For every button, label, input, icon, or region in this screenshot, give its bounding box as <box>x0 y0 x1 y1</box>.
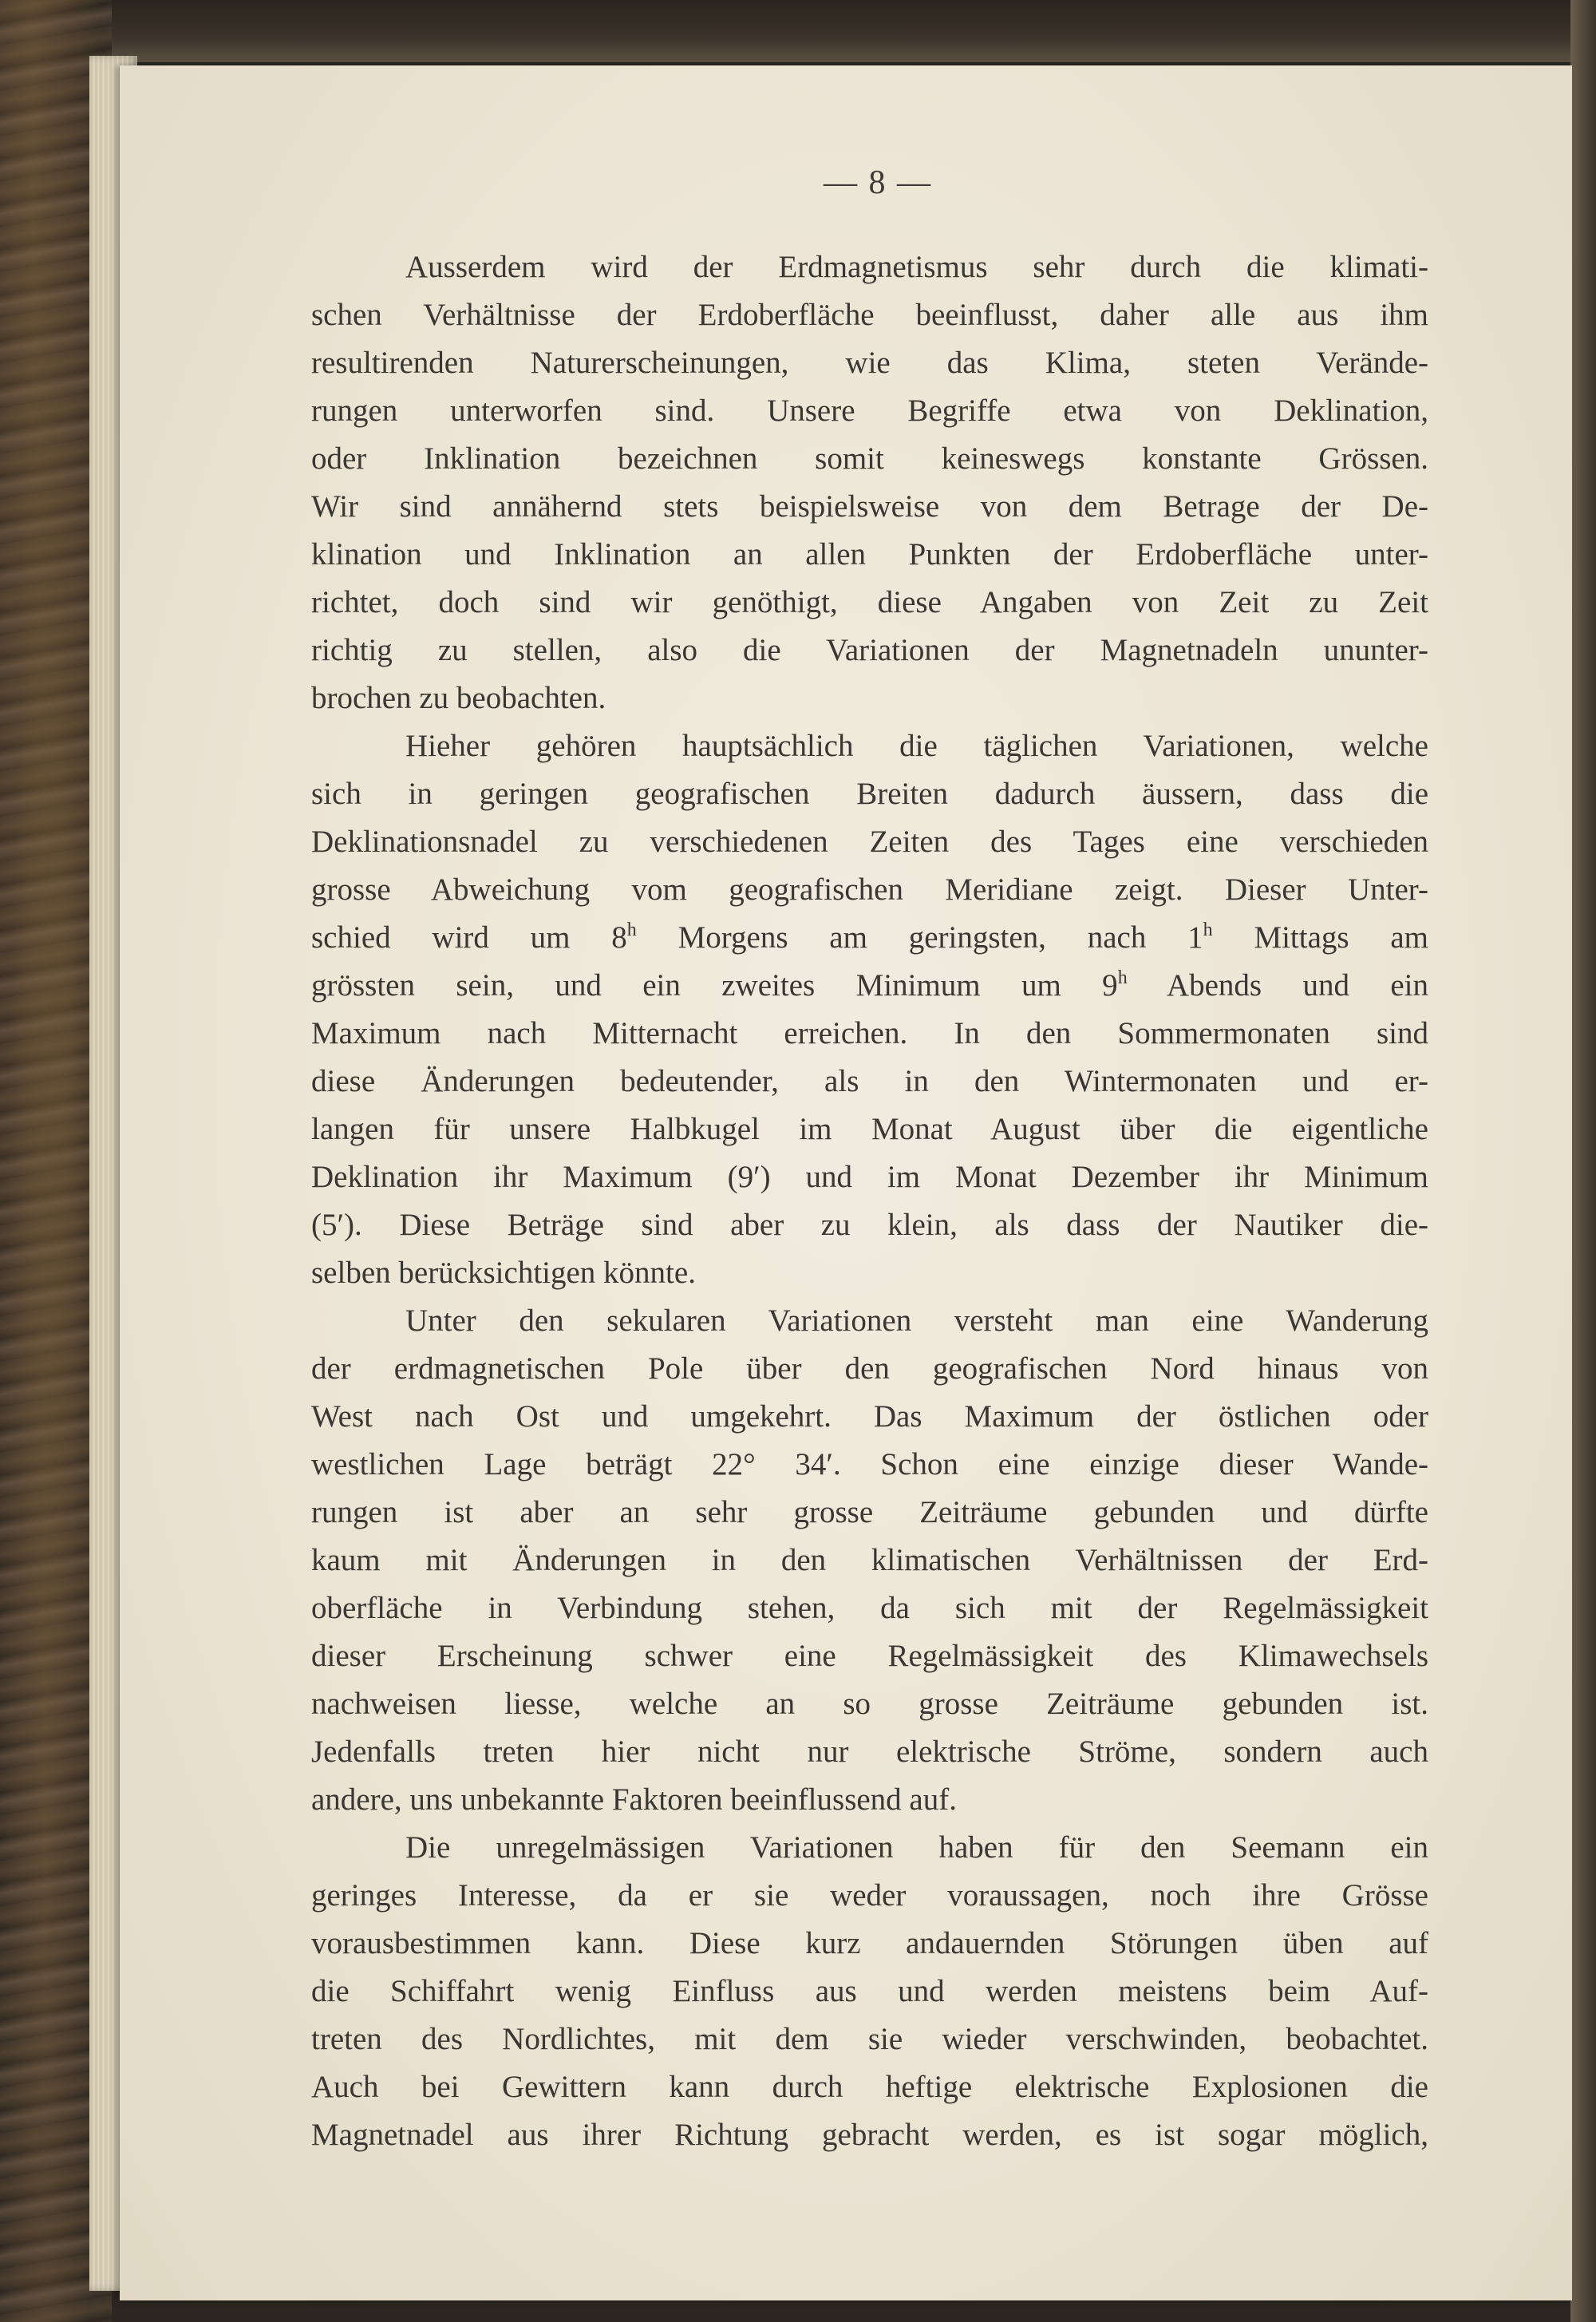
text-line: Hieher gehören hauptsächlich die täglichen Variationen, welche <box>405 729 1428 763</box>
page-number: — 8 — <box>824 164 932 201</box>
text-fragment: grössten sein, und ein zweites Minimum um 9 <box>311 968 1118 1003</box>
cover-right-edge <box>1570 0 1596 2322</box>
hour-superscript: h <box>626 920 637 940</box>
text-fragment: schied wird um 8 <box>311 920 627 955</box>
text-line: (5′). Diese Beträge sind aber zu klein, als dass der Nautiker die- <box>311 1208 1428 1242</box>
text-line: der erdmagnetischen Pole über den geografischen Nord hinaus von <box>311 1351 1428 1386</box>
text-line: oberfläche in Verbindung stehen, da sich mit der Regelmässigkeit <box>311 1591 1428 1625</box>
text-line: Magnetnadel aus ihrer Richtung gebracht werden, es ist sogar möglich, <box>311 2118 1428 2152</box>
text-line: Unter den sekularen Variationen versteht man eine Wanderung <box>405 1303 1428 1338</box>
text-line: treten des Nordlichtes, mit dem sie wieder verschwinden, beobachtet. <box>311 2022 1428 2056</box>
text-line: oder Inklination bezeichnen somit keineswegs konstante Grössen. <box>311 441 1428 476</box>
text-line: langen für unsere Halbkugel im Monat August über die eigentliche <box>311 1112 1428 1146</box>
text-line: nachweisen liesse, welche an so grosse Zeiträume gebunden ist. <box>311 1687 1428 1721</box>
text-line: klination und Inklination an allen Punkten der Erdoberfläche unter- <box>311 537 1428 572</box>
text-line <box>311 962 1428 1010</box>
text-line: Auch bei Gewittern kann durch heftige elektrische Explosionen die <box>311 2070 1428 2104</box>
text-line: dieser Erscheinung schwer eine Regelmässigkeit des Klimawechsels <box>311 1639 1428 1673</box>
text-line: West nach Ost und umgekehrt. Das Maximum der östlichen oder <box>311 1399 1428 1434</box>
text-line: richtet, doch sind wir genöthigt, diese Angaben von Zeit zu Zeit <box>311 585 1428 619</box>
text-line: resultirenden Naturerscheinungen, wie das Klima, steten Verände- <box>311 346 1428 380</box>
hour-superscript: h <box>1117 967 1128 988</box>
text-line: Deklination ihr Maximum (9′) und im Monat Dezember ihr Minimum <box>311 1160 1428 1194</box>
text-line: diese Änderungen bedeutender, als in den Wintermonaten und er- <box>311 1064 1428 1098</box>
text-line: schen Verhältnisse der Erdoberfläche beeinflusst, daher alle aus ihm <box>311 298 1428 332</box>
cover-top-edge <box>0 0 1596 62</box>
text-line: andere, uns unbekannte Faktoren beeinflussend auf. <box>311 1782 957 1817</box>
text-line: Maximum nach Mitternacht erreichen. In den Sommermonaten sind <box>311 1016 1428 1050</box>
text-line: selben berücksichtigen könnte. <box>311 1256 696 1290</box>
text-line: richtig zu stellen, also die Variationen der Magnetnadeln ununter- <box>311 633 1428 667</box>
text-line: rungen unterworfen sind. Unsere Begriffe etwa von Deklination, <box>311 394 1428 428</box>
text-line: geringes Interesse, da er sie weder voraussagen, noch ihre Grösse <box>311 1878 1428 1913</box>
text-fragment: Abends und ein <box>1127 968 1428 1003</box>
text-line: Ausserdem wird der Erdmagnetismus sehr durch die klimati- <box>405 250 1428 284</box>
text-line: sich in geringen geografischen Breiten dadurch äussern, dass die <box>311 777 1428 811</box>
text-line: westlichen Lage beträgt 22° 34′. Schon eine einzige dieser Wande- <box>311 1447 1428 1481</box>
text-line: Deklinationsnadel zu verschiedenen Zeiten des Tages eine verschieden <box>311 825 1428 859</box>
text-line <box>311 914 1428 962</box>
text-line: Die unregelmässigen Variationen haben für den Seemann ein <box>405 1830 1428 1865</box>
text-line: rungen ist aber an sehr grosse Zeiträume gebunden und dürfte <box>311 1495 1428 1529</box>
text-line: grosse Abweichung vom geografischen Meridiane zeigt. Dieser Unter- <box>311 872 1428 907</box>
text-line: die Schiffahrt wenig Einfluss aus und werden meistens beim Auf- <box>311 1974 1428 2008</box>
text-line: brochen zu beobachten. <box>311 681 606 715</box>
text-fragment: Morgens am geringsten, nach 1 <box>636 920 1203 955</box>
text-line: Wir sind annähernd stets beispielsweise von dem Betrage der De- <box>311 489 1428 524</box>
text-line: Jedenfalls treten hier nicht nur elektrische Ströme, sondern auch <box>311 1735 1428 1769</box>
text-line: vorausbestimmen kann. Diese kurz andauernden Störungen üben auf <box>311 1926 1428 1960</box>
text-line: kaum mit Änderungen in den klimatischen Verhältnissen der Erd- <box>311 1543 1428 1577</box>
hour-superscript: h <box>1203 920 1213 940</box>
text-fragment: Mittags am <box>1212 920 1428 955</box>
